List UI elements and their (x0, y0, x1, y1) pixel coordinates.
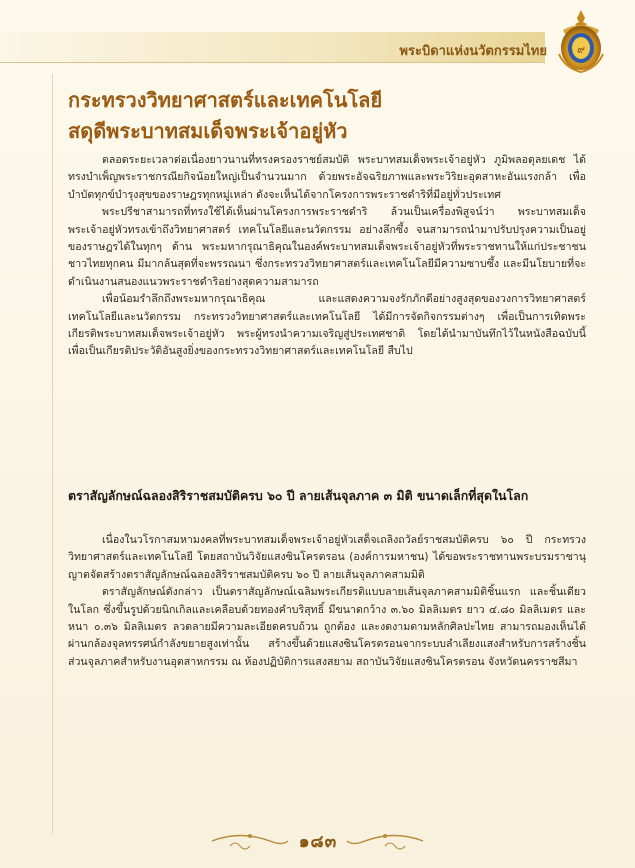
section-paragraph-1: เนื่องในวโรกาสมหามงคลที่พระบาทสมเด็จพระเจ้าอยู่หัวเสด็จเถลิงถวัลย์ราชสมบัติครบ ๖๐ ปี กระทรวงวิทยาศาสตร์และเทคโนโลยี โดยสถาบันวิจัยแสงซินโครตรอน (องค์การมหาชน) ได้ขอพระราชทานพระบรมราชานุญาตจัดสร้างตราสัญลักษณ์ฉลองสิริราชสมบัติครบ ๖๐ ปี ลายเส้นจุลภาคสามมิติ (68, 534, 586, 581)
section-heading: ตราสัญลักษณ์ฉลองสิริราชสมบัติครบ ๖๐ ปี ลายเส้นจุลภาค ๓ มิติ ขนาดเล็กที่สุดในโลก (68, 488, 529, 503)
running-title: พระบิดาแห่งนวัตกรรมไทย (399, 44, 547, 59)
intro-paragraph-3: เพื่อน้อมรำลึกถึงพระมหากรุณาธิคุณ และแสดงความจงรักภักดีอย่างสูงสุดของวงการวิทยาศาสตร์ เทคโนโลยีและนวัตกรรม กระทรวงวิทยาศาสตร์และเทคโนโลยี ได้มีการจัดกิจกรรมต่างๆ เพื่อเป็นการเทิดพระเกียรติพระบาทสมเด็จพระเจ้าอยู่หัว พระผู้ทรงนำความเจริญสู่ประเทศชาติ โดยได้นำมาบันทึกไว้ในหนังสือฉบับนี้ เพื่อเป็นเกียรติประวัติอันสูงยิ่งของกระทรวงวิทยาศาสตร์และเทคโนโลยี สืบไป (68, 293, 586, 358)
page-number: ๑๘๓ (298, 832, 338, 852)
page-title-line-2: สดุดีพระบาทสมเด็จพระเจ้าอยู่หัว (68, 119, 348, 143)
section-text (68, 532, 586, 671)
svg-text:๙: ๙ (576, 43, 586, 56)
page-title-line-1: กระทรวงวิทยาศาสตร์และเทคโนโลยี (68, 88, 383, 112)
royal-emblem-icon (555, 8, 607, 74)
page-title (68, 85, 588, 147)
intro-paragraph-2: พระปรีชาสามารถที่ทรงใช้ได้เห็นผ่านโครงการพระราชดำริ ล้วนเป็นเครื่องพิสูจน์ว่า พระบาทสมเด็จพระเจ้าอยู่หัวทรงเข้าถึงวิทยาศาสตร์ เทคโนโลยีและนวัตกรรม อย่างลึกซึ้ง จนสามารถนำมาปรับปรุงความเป็นอยู่ของราษฎรได้ในทุกๆ ด้าน พระมหากรุณาธิคุณในองค์พระบาทสมเด็จพระเจ้าอยู่หัวที่พระราชทานให้แก่ประชาชนชาวไทยทุกคน มีมากล้นสุดที่จะพรรณนา ซึ่งกระทรวงวิทยาศาสตร์และเทคโนโลยีมีความซาบซึ้ง และมีนโยบายที่จะดำเนินงานสนองแนวพระราชดำริอย่างสุดความสามารถ (68, 206, 586, 288)
intro-paragraph-1: ตลอดระยะเวลาต่อเนื่องยาวนานที่ทรงครองราชย์สมบัติ พระบาทสมเด็จพระเจ้าอยู่หัว ภูมิพลอดุลยเดช ได้ทรงบำเพ็ญพระราชกรณียกิจน้อยใหญ่เป็นจำนวนมาก ด้วยพระอัจฉริยภาพและพระวิริยะอุตสาหะอันแรงกล้า เพื่อบำบัดทุกข์บำรุงสุขของราษฎรทุกหมู่เหล่า ดังจะเห็นได้จากโครงการพระราชดำริที่มีอยู่ทั่วประเทศ (68, 154, 586, 201)
section-paragraph-2: ตราสัญลักษณ์ดังกล่าว เป็นตราสัญลักษณ์เฉลิมพระเกียรติแบบลายเส้นจุลภาคสามมิติชิ้นแรก และชิ้นเดียวในโลก ซึ่งขึ้นรูปด้วยนิกเกิลและเคลือบด้วยทองคำบริสุทธิ์ มีขนาดกว้าง ๓.๖๐ มิลลิเมตร ยาว ๔.๘๐ มิลลิเมตร และหนา ๐.๓๖ มิลลิเมตร ลวดลายมีความละเอียดครบถ้วน ถูกต้อง และงดงามตามหลักศิลปะไทย สามารถมองเห็นได้ผ่านกล้องจุลทรรศน์กำลังขยายสูงเท่านั้น สร้างขึ้นด้วยแสงซินโครตรอนจากระบบลำเลียงแสงสำหรับการสร้างชิ้นส่วนจุลภาคสำหรับงานอุตสาหกรรม ณ ห้องปฏิบัติการแสงสยาม สถาบันวิจัยแสงซินโครตรอน จังหวัดนครราชสีมา (68, 586, 586, 668)
intro-text (68, 152, 586, 361)
